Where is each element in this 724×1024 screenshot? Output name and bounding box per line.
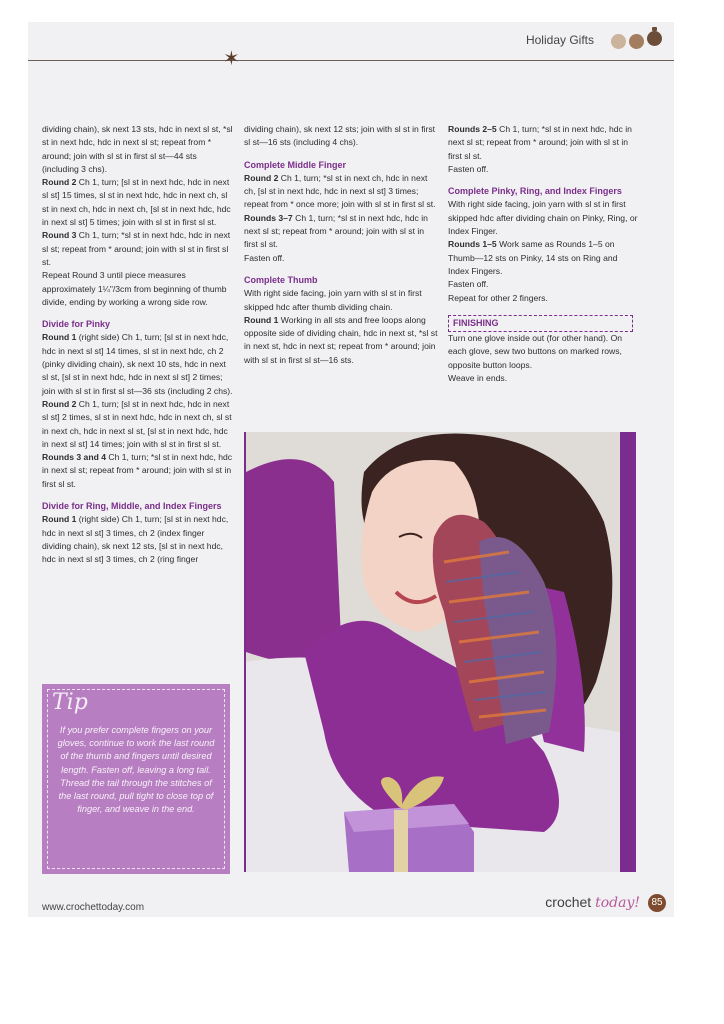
paragraph <box>448 163 640 176</box>
paragraph-text: Fasten off. <box>244 252 285 263</box>
round-label: Round 2 <box>42 177 77 188</box>
section-heading: Complete Middle Finger <box>244 159 347 170</box>
text-column-2 <box>244 123 439 367</box>
paragraph-text: Working in all sts and free loops along opposite side of dividing chain, hdc in next st, *sl st in next st, hdc in next st; repeat from * around; join with sl st in first sl st—16 sts. <box>244 314 438 365</box>
paragraph-text: Turn one glove inside out (for other hand). On each glove, sew two buttons on marked rows, opposite button loops. <box>448 333 623 370</box>
round-label: Rounds 2–5 <box>448 124 497 134</box>
paragraph <box>448 198 640 238</box>
paragraph-text: Repeat Round 3 until piece measures approximately 1¼"/3cm from beginning of thumb divide, ending by working a wrong side row. <box>42 270 227 307</box>
round-label: Round 1 <box>42 332 77 343</box>
paragraph-text: dividing chain), sk next 13 sts, hdc in next sl st, *sl st in next hdc, hdc in next sl st; repeat from * around; join with sl st in first sl st—44 sts (including 3 chs). <box>42 124 233 174</box>
paragraph-text: Fasten off. <box>448 279 489 290</box>
paragraph <box>42 513 234 566</box>
paragraph-text: Work same as Rounds 1–5 on Thumb—12 sts on Pinky, 14 sts on Ring and Index Fingers. <box>448 239 618 276</box>
ornament-icon <box>647 31 662 51</box>
round-label: Round 3 <box>42 230 77 241</box>
photo-illustration <box>244 432 636 872</box>
header-dots <box>611 31 662 51</box>
round-label: Rounds 3 and 4 <box>42 452 106 463</box>
paragraph <box>448 372 640 385</box>
paragraph-text: Repeat for other 2 fingers. <box>448 292 548 303</box>
section-title: Holiday Gifts <box>525 33 594 47</box>
decor-dot-2 <box>629 34 644 49</box>
footer-url: www.crochettoday.com <box>42 902 145 913</box>
paragraph-text: Ch 1, turn; [sl st in next hdc, hdc in next sl st] 15 times, sl st in next hdc, hdc in next ch, sl st in next ch, hdc in next ch, [sl st in next hdc, hdc in next sl st] 5 times; join with sl st in first sl st. <box>42 177 231 228</box>
paragraph <box>448 278 640 291</box>
tip-text: If you prefer complete fingers on your gloves, continue to work the last round of the thumb and fingers until desired length. Fasten off, leaving a long tail. Thread the tail through the stitches of the last round, pull tight to close top of finger, and weave in the end. <box>57 725 215 815</box>
paragraph <box>42 331 234 397</box>
paragraph-text: Ch 1, turn; [sl st in next hdc, hdc in next sl st] 2 times, sl st in next hdc, hdc in next ch, sl st in next ch, hdc in next sl st, [sl st in next hdc, hdc in next sl st] 14 times; join with sl st in first sl st. <box>42 398 232 449</box>
paragraph-text: (right side) Ch 1, turn; [sl st in next hdc, hdc in next sl st] 3 times, ch 2 (index finger dividing chain), sk next 12 sts, [sl st in next hdc, hdc in next sl st] 3 times, ch 2 (ring finger <box>42 514 229 565</box>
section-heading: Divide for Pinky <box>42 319 111 330</box>
paragraph <box>448 123 640 163</box>
paragraph <box>42 398 234 451</box>
paragraph <box>42 123 234 176</box>
paragraph <box>244 314 439 367</box>
page-number: 85 <box>648 894 666 912</box>
paragraph <box>244 252 439 265</box>
paragraph-text: Ch 1, turn; *sl st in next hdc, hdc in next sl st; repeat from * around; join with sl st in first sl st. <box>244 212 428 250</box>
finishing-heading: FINISHING <box>448 315 633 332</box>
paragraph <box>244 212 439 252</box>
paragraph <box>42 229 234 269</box>
paragraph <box>448 332 640 372</box>
product-photo <box>244 432 636 872</box>
round-label: Round 2 <box>244 172 279 183</box>
text-column-3 <box>448 123 640 385</box>
brand-logo: crochet today! <box>545 894 640 911</box>
round-label: Round 1 <box>42 514 77 525</box>
paragraph <box>244 123 439 150</box>
round-label: Rounds 3–7 <box>244 212 293 223</box>
paragraph <box>448 292 640 305</box>
paragraph-text: dividing chain), sk next 12 sts; join with sl st in first sl st—16 sts (including 4 chs). <box>244 124 436 148</box>
decor-dot-1 <box>611 34 626 49</box>
paragraph <box>42 269 234 309</box>
star-icon: ✶ <box>223 48 240 70</box>
gift-ribbon <box>394 810 408 872</box>
section-heading: Complete Pinky, Ring, and Index Fingers <box>448 186 622 197</box>
tip-title: Tip <box>52 690 88 715</box>
header-rule <box>28 60 674 61</box>
round-label: Round 2 <box>42 398 77 409</box>
paragraph-text: With right side facing, join yarn with sl st in first skipped hdc after dividing chain on Pinky, Ring, or Index Finger. <box>448 199 638 237</box>
tip-box <box>42 684 230 874</box>
paragraph-text: (right side) Ch 1, turn; [sl st in next hdc, hdc in next sl st] 14 times, sl st in next hdc, ch 2 (pinky dividing chain), sk next 10 sts, hdc in next sl st, [sl st in next hdc, hdc in next sl st] 2 times; join with sl st in first sl st—36 sts (including 2 chs). <box>42 332 233 396</box>
paragraph-text: Ch 1, turn; *sl st in next hdc, hdc in next sl st; repeat from * around; join with sl st in first sl st. <box>42 230 231 267</box>
paragraph <box>244 172 439 212</box>
paragraph <box>42 451 234 491</box>
paragraph-text: Ch 1, turn; *sl st in next hdc, hdc in next sl st; repeat from * around; join with sl st in first sl st. <box>42 452 233 489</box>
round-label: Rounds 1–5 <box>448 239 497 250</box>
paragraph <box>448 238 640 278</box>
paragraph <box>244 287 439 314</box>
paragraph-text: Weave in ends. <box>448 373 508 384</box>
paragraph-text: Fasten off. <box>448 163 489 174</box>
paragraph-text: Ch 1, turn; *sl st in next hdc, hdc in next sl st; repeat from * around; join with sl st in first sl st. <box>448 124 632 161</box>
section-heading: Complete Thumb <box>244 274 318 285</box>
magazine-page <box>28 22 674 917</box>
paragraph-text: With right side facing, join yarn with sl st in first skipped hdc after thumb dividing chain. <box>244 288 422 312</box>
paragraph-text: Ch 1, turn; *sl st in next ch, hdc in next ch, [sl st in next hdc, hdc in next sl st] 3 times; repeat from * once more; join with sl st in first sl st. <box>244 172 436 210</box>
section-heading: Divide for Ring, Middle, and Index Fingers <box>42 501 222 512</box>
paragraph <box>42 176 234 229</box>
round-label: Round 1 <box>244 314 279 325</box>
text-column-1 <box>42 123 234 567</box>
